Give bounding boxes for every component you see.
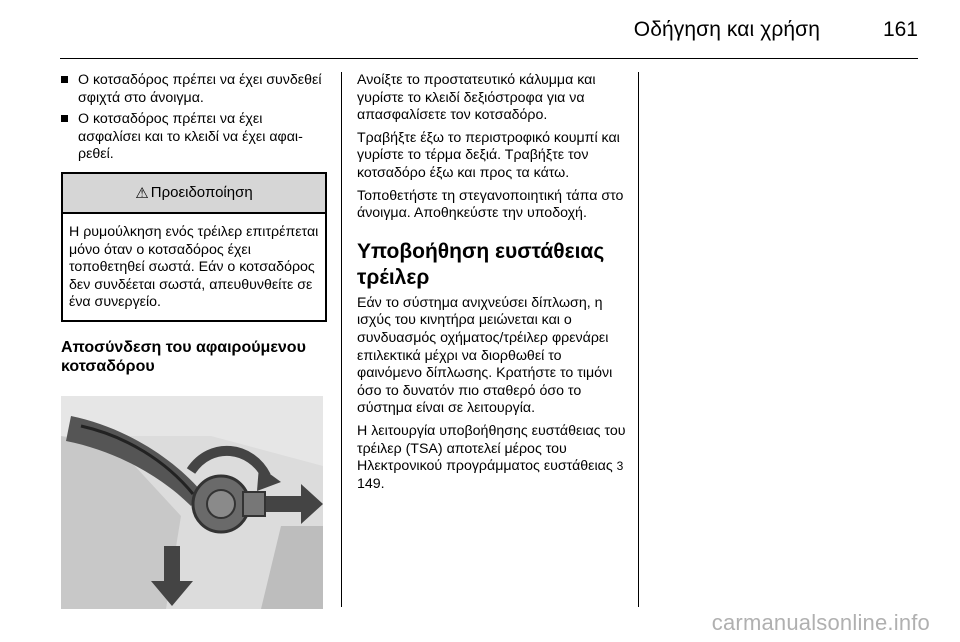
paragraph: Ανοίξτε το προστατευτικό κάλυμμα και γυρίστε το κλειδί δεξιόστροφα για να απασφαλίσετε τον κοτσαδόρο. xyxy=(357,72,596,124)
bullet-text: Ο κοτσαδόρος πρέπει να έχει ασφαλίσει και το κλειδί να έχει αφαιρεθεί. xyxy=(78,111,303,163)
towbar-drawing xyxy=(61,396,323,609)
warning-header xyxy=(63,174,325,214)
paragraph: Τραβήξτε έξω το περιστροφικό κουμπί και γυρίστε το τέρμα δεξιά. Τραβήξτε τον κοτσαδόρο έξω και προς τα κάτω. xyxy=(357,129,620,181)
column-divider-right xyxy=(638,72,639,607)
section-heading: Αποσύνδεση του αφαιρούμενου κοτσαδόρου xyxy=(61,338,306,375)
bullet-item xyxy=(61,111,326,164)
bullet-square-icon xyxy=(61,115,68,122)
left-column xyxy=(61,72,326,609)
paragraph-with-reference xyxy=(357,423,629,493)
bullet-list xyxy=(61,72,326,164)
watermark: carmanualsonline.info xyxy=(711,610,930,635)
header-title: Οδήγηση και χρήση xyxy=(633,18,820,41)
bullet-square-icon xyxy=(61,76,68,83)
warning-box xyxy=(61,172,327,322)
warning-title: Προειδοποίηση xyxy=(150,184,253,202)
warning-body: Η ρυμούλκηση ενός τρέιλερ επιτρέπεται μόνο όταν ο κοτσαδόρος έχει τοποθετηθεί σωστά. Εάν ο κοτσαδόρος δεν συνδέεται σωστά, απευθυνθείτε σε ένα συνεργείο. xyxy=(69,223,319,311)
section-heading-tsa: Υποβοήθηση ευστάθειας τρέιλερ xyxy=(357,239,605,289)
reference-page-link[interactable]: 149. xyxy=(357,475,385,492)
bullet-item xyxy=(61,72,326,107)
column-divider-left xyxy=(341,72,342,607)
header-rule xyxy=(60,58,918,59)
paragraph-text: Η λειτουργία υποβοήθησης ευστάθειας του τρέιλερ (TSA) αποτελεί μέρος του Ηλεκτρονικού προγράμματος ευστάθειας xyxy=(357,422,626,475)
middle-column xyxy=(357,72,629,498)
paragraph: Τοποθετήστε τη στεγανοποιητική τάπα στο άνοιγμα. Αποθηκεύστε την υποδοχή. xyxy=(357,187,624,222)
arrow-cross-reference-icon: 3 xyxy=(616,459,624,474)
paragraph: Εάν το σύστημα ανιχνεύσει δίπλωση, η ισχύς του κινητήρα μειώνεται και ο συνδυασμός οχήματος/τρέιλερ φρενάρει επιλεκτικά μέχρι να διορθωθεί το φαινόμενο δίπλωσης. Κρατήστε το τιμόνι όσο το δυνατόν πιο σταθερό όσο το σύστημα είναι σε λειτουργία. xyxy=(357,294,613,417)
page-number: 161 xyxy=(882,18,918,41)
towbar-illustration xyxy=(61,396,323,609)
warning-triangle-icon: ⚠ xyxy=(135,184,149,202)
bullet-text: Ο κοτσαδόρος πρέπει να έχει συνδεθεί σφιχτά στο άνοιγμα. xyxy=(78,72,322,106)
